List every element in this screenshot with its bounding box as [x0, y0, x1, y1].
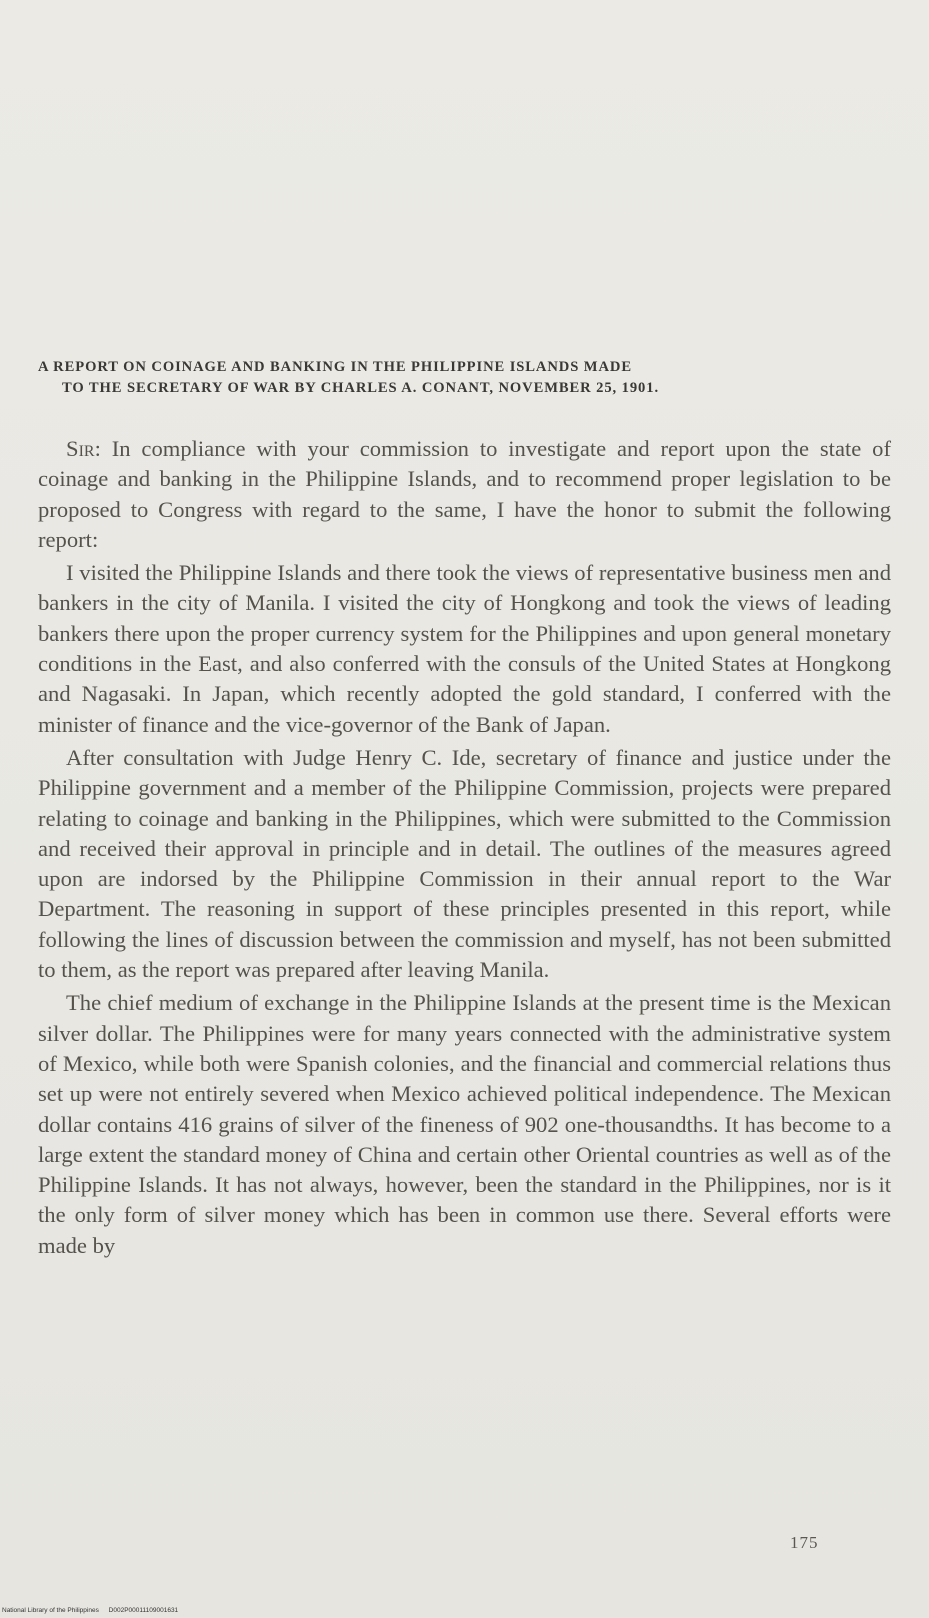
paragraph-4: The chief medium of exchange in the Philippine Islands at the present time is the Mexican silver dollar. The Philippines were for many years connected with the administrative system of Mexico, while both were Spanish colonies, and the financial and commercial relations thus set up were not entirely severed when Mexico achieved political independence. The Mexican dollar contains 416 grains of silver of the fineness of 902 one-thousandths. It has become to a large extent the standard money of China and certain other Oriental countries as well as of the Philippine Islands. It has not always, however, been the standard in the Philippines, nor is it the only form of silver money which has been in common use there. Several efforts were made by — [38, 990, 891, 1258]
scan-footer — [2, 1607, 186, 1614]
report-body — [38, 434, 891, 1264]
page-number: 175 — [790, 1533, 819, 1552]
paragraph-2: I visited the Philippine Islands and there took the views of representative business men and bankers in the city of Manila. I visited the city of Hongkong and took the views of leading bankers there upon the proper currency system for the Philippines and upon general monetary conditions in the East, and also conferred with the consuls of the United States at Hongkong and Nagasaki. In Japan, which recently adopted the gold standard, I conferred with the minister of finance and the vice-governor of the Bank of Japan. — [38, 560, 891, 737]
salutation: Sir: — [66, 436, 101, 461]
footer-library: National Library of the Philippines — [2, 1607, 99, 1614]
footer-code: D002P00011109001631 — [108, 1607, 179, 1614]
paragraph-3: After consultation with Judge Henry C. Ide, secretary of finance and justice under the Philippine government and a member of the Philippine Commission, projects were prepared relating to coinage and banking in the Philippines, which were submitted to the Commission and received their approval in principle and in detail. The outlines of the measures agreed upon are indorsed by the Philippine Commission in their annual report to the War Department. The reasoning in support of these principles presented in this report, while following the lines of discussion between the commission and myself, has not been submitted to them, as the report was prepared after leaving Manila. — [38, 744, 891, 983]
heading-line-1: A REPORT ON COINAGE AND BANKING IN THE PHILIPPINE ISLANDS MADE — [38, 359, 632, 375]
report-heading — [38, 357, 891, 399]
heading-line-2: TO THE SECRETARY OF WAR BY CHARLES A. CONANT, NOVEMBER 25, 1901. — [62, 380, 659, 396]
paragraph-1 — [38, 434, 891, 555]
paragraph-1-text: In compliance with your commission to investigate and report upon the state of coinage and banking in the Philippine Islands, and to recommend proper legislation to be proposed to Congress with regard to the same, I have the honor to submit the following report: — [38, 436, 891, 552]
